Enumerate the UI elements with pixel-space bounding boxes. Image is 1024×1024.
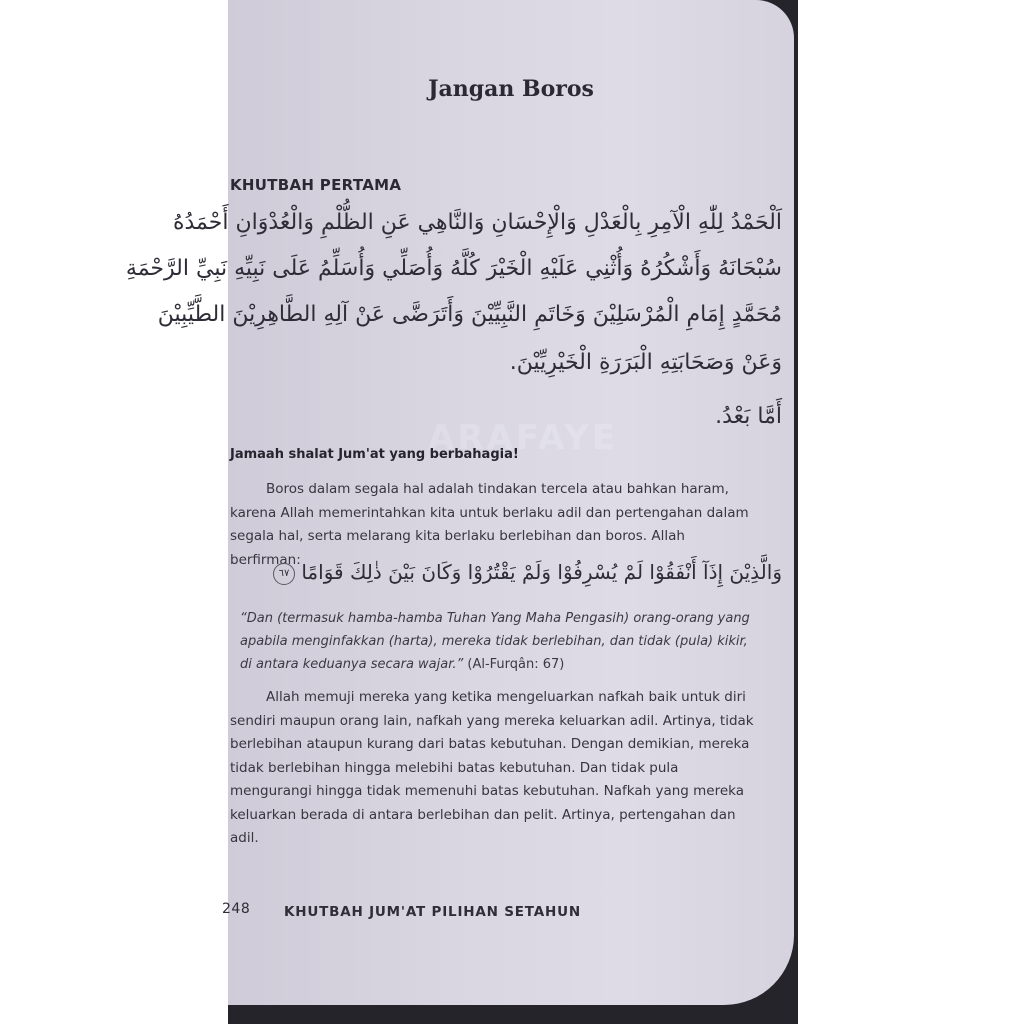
arabic-line-1: اَلْحَمْدُ لِلّٰهِ الْآمِرِ بِالْعَدْلِ وَالْإِحْسَانِ وَالنَّاهِي عَنِ الظُّلْمِ وَالْعُدْوَانِ أَحْمَدُهُ [172, 210, 782, 235]
page-number: 248 [222, 901, 251, 917]
arabic-line-4: وَعَنْ وَصَحَابَتِهِ الْبَرَرَةِ الْخَيْرِيِّيْنَ. [509, 350, 782, 375]
watermark: ARAFAYE [428, 418, 619, 458]
verse-translation [240, 607, 758, 676]
paragraph-1-text: Boros dalam segala hal adalah tindakan tercela atau bahkan haram, karena Allah memerintahkan kita untuk berlaku adil dan pertengahan dalam segala hal, serta melarang kita berlaku berlebihan dan boros. Allah berfirman: [230, 481, 749, 568]
paragraph-2 [230, 686, 754, 851]
ayah-number-marker: ٦٧ [273, 563, 295, 585]
subheading: Jamaah shalat Jum'at yang berbahagia! [230, 447, 519, 462]
running-footer-title: KHUTBAH JUM'AT PILIHAN SETAHUN [284, 904, 581, 920]
arabic-line-3: مُحَمَّدٍ إِمَامِ الْمُرْسَلِيْنَ وَخَاتَمِ النَّبِيِّيْنَ وَأَتَرَضَّى عَنْ آلِهِ الطَّاهِرِيْنَ الطَّيِّبِيْنَ [157, 302, 782, 327]
page-title: Jangan Boros [428, 76, 594, 102]
section-title: KHUTBAH PERTAMA [230, 176, 402, 194]
book-page [125, 0, 794, 1005]
paragraph-2-text: Allah memuji mereka yang ketika mengeluarkan nafkah baik untuk diri sendiri maupun orang lain, nafkah yang mereka keluarkan adil. Artinya, tidak berlebihan ataupun kurang dari batas kebutuhan. Dengan demikian, mereka tidak berlebihan hingga melebihi batas kebutuhan. Dan tidak pula mengurangi hingga tidak memenuhi batas kebutuhan. Nafkah yang mereka keluarkan berada di antara berlebihan dan pelit. Artinya, pertengahan dan adil. [230, 689, 754, 846]
paragraph-1 [230, 478, 754, 572]
translation-text: “Dan (termasuk hamba-hamba Tuhan Yang Maha Pengasih) orang-orang yang apabila menginfakkan (harta), mereka tidak berlebihan, dan tidak (pula) kikir, di antara keduanya secara wajar.” [240, 611, 750, 672]
arabic-line-5: أَمَّا بَعْدُ. [715, 404, 782, 429]
quran-verse [267, 560, 782, 585]
quran-verse-text: وَالَّذِيْنَ إِذَآ أَنْفَقُوْا لَمْ يُسْرِفُوْا وَلَمْ يَقْتُرُوْا وَكَانَ بَيْنَ ذٰلِكَ قَوَامًا [301, 560, 782, 584]
arabic-line-2: سُبْحَانَهُ وَأَشْكُرُهُ وَأُثْنِي عَلَيْهِ الْخَيْرَ كُلَّهُ وَأُصَلِّي وَأُسَلِّمُ عَلَى نَبِيِّهِ نَبِيِّ الرَّحْمَةِ [125, 256, 782, 281]
verse-citation: (Al-Furqân: 67) [467, 657, 565, 672]
